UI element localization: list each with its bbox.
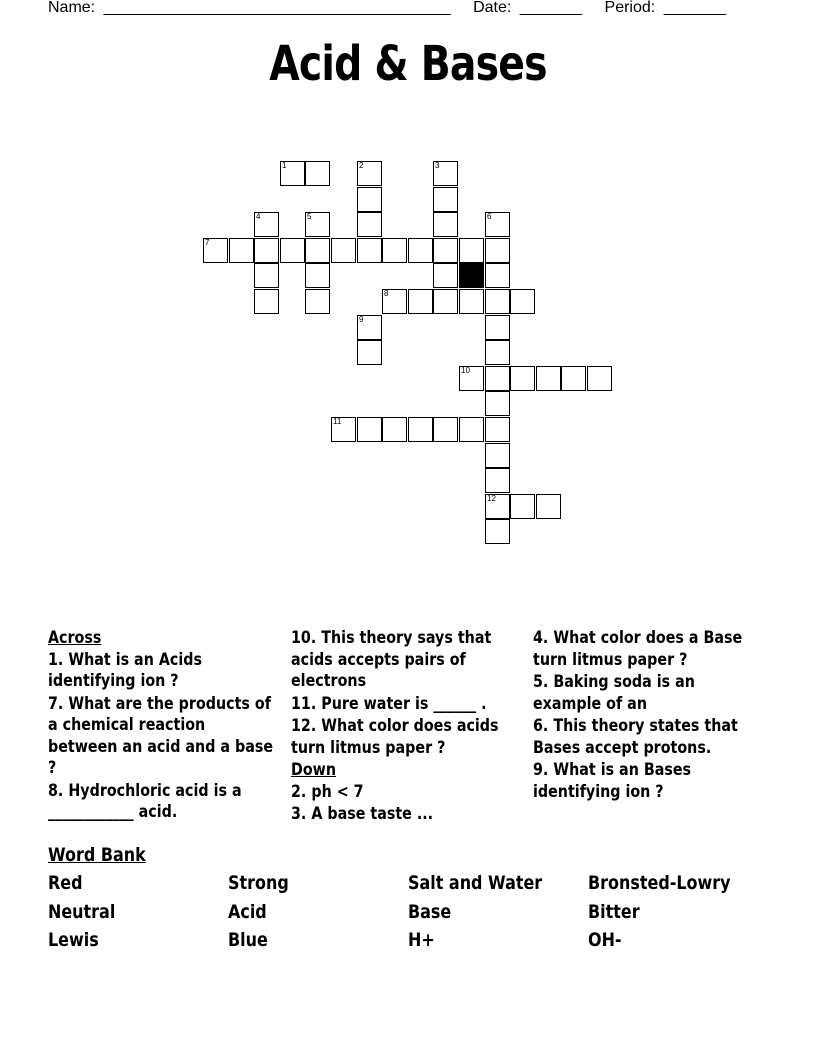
clue-across-7	[48, 694, 275, 780]
crossword-cell[interactable]	[485, 366, 510, 391]
clue-across-1	[48, 650, 275, 693]
date-field[interactable]: _______	[519, 0, 583, 16]
crossword-cell[interactable]	[485, 443, 510, 468]
down-heading: Down	[291, 760, 337, 780]
name-field[interactable]: _______________________________________	[103, 0, 451, 16]
word-bank-item: Acid	[228, 901, 267, 923]
across-heading: Across	[48, 628, 102, 648]
clue-text: This theory says that acids accepts pairs of electrons	[291, 628, 492, 691]
crossword-cell[interactable]	[280, 238, 305, 263]
crossword-cell[interactable]	[536, 366, 561, 391]
cell-number: 9	[359, 315, 364, 324]
cell-number: 3	[435, 161, 440, 170]
clue-number: 1.	[48, 649, 64, 670]
word-bank-item: Lewis	[48, 929, 99, 951]
crossword-cell[interactable]	[280, 161, 305, 186]
clue-down-3	[291, 804, 518, 826]
crossword-cell[interactable]	[433, 161, 458, 186]
clue-number: 9.	[533, 760, 549, 780]
clue-text: What are the products of a chemical reaction between an acid and a base ?	[48, 693, 274, 778]
crossword-cell[interactable]	[433, 263, 458, 288]
clue-number: 5.	[533, 672, 549, 692]
crossword-cell[interactable]	[485, 315, 510, 340]
clue-down-4	[533, 628, 753, 671]
clues-column-2	[291, 628, 518, 827]
cell-number: 10	[461, 366, 470, 375]
crossword-cell[interactable]	[510, 366, 535, 391]
crossword-cell[interactable]	[305, 238, 330, 263]
word-bank-item: OH-	[588, 929, 622, 951]
crossword-cell[interactable]	[459, 289, 484, 314]
crossword-cell[interactable]	[485, 289, 510, 314]
crossword-cell[interactable]	[254, 289, 279, 314]
crossword-cell[interactable]	[561, 366, 586, 391]
clue-text: Baking soda is an example of an	[533, 672, 695, 714]
clue-down-2	[291, 782, 518, 804]
clue-text: What color does acids turn litmus paper ?	[291, 716, 499, 758]
crossword-cell[interactable]	[357, 212, 382, 237]
crossword-cell[interactable]	[229, 238, 254, 263]
clue-number: 3.	[291, 804, 307, 824]
cell-number: 1	[282, 161, 287, 170]
crossword-cell[interactable]	[485, 494, 510, 519]
clue-down-6	[533, 716, 753, 759]
crossword-cell[interactable]	[433, 289, 458, 314]
crossword-cell[interactable]	[459, 366, 484, 391]
clue-text: What color does a Base turn litmus paper ?	[533, 628, 743, 670]
cell-number: 8	[384, 289, 389, 298]
crossword-cell[interactable]	[357, 340, 382, 365]
word-bank-item: Bitter	[588, 901, 640, 923]
crossword-cell[interactable]	[408, 417, 433, 442]
word-bank-item: Salt and Water	[408, 872, 543, 894]
crossword-cell[interactable]	[485, 212, 510, 237]
clue-down-9	[533, 760, 753, 803]
worksheet-title: Acid & Bases	[269, 36, 547, 92]
crossword-cell[interactable]	[382, 289, 407, 314]
word-bank-item: H+	[408, 929, 435, 951]
clue-text: This theory states that Bases accept protons.	[533, 716, 738, 758]
clue-number: 7.	[48, 693, 64, 714]
crossword-cell[interactable]	[357, 238, 382, 263]
crossword-cell[interactable]	[485, 417, 510, 442]
crossword-cell[interactable]	[382, 417, 407, 442]
crossword-cell[interactable]	[382, 238, 407, 263]
crossword-cell[interactable]	[331, 417, 356, 442]
clue-number: 10.	[291, 628, 317, 648]
word-bank-item: Red	[48, 872, 83, 894]
crossword-cell[interactable]	[254, 212, 279, 237]
cell-number: 2	[359, 161, 364, 170]
crossword-cell[interactable]	[357, 187, 382, 212]
crossword-cell[interactable]	[536, 494, 561, 519]
crossword-cell[interactable]	[485, 391, 510, 416]
clue-text: A base taste ...	[311, 804, 434, 824]
clue-text: Hydrochloric acid is a ____________ acid.	[48, 780, 242, 822]
crossword-cell[interactable]	[433, 212, 458, 237]
word-bank-item: Base	[408, 901, 452, 923]
period-field[interactable]: _______	[663, 0, 726, 16]
word-bank-title: Word Bank	[48, 844, 146, 866]
word-bank-item: Neutral	[48, 901, 116, 923]
clue-number: 4.	[533, 628, 549, 648]
date-label: Date:	[473, 0, 512, 16]
crossword-cell[interactable]	[459, 238, 484, 263]
cell-number: 4	[256, 212, 261, 221]
crossword-cell[interactable]	[357, 417, 382, 442]
crossword-cell[interactable]	[305, 289, 330, 314]
period-label: Period:	[604, 0, 656, 16]
crossword-cell[interactable]	[485, 263, 510, 288]
crossword-cell[interactable]	[254, 238, 279, 263]
crossword-cell[interactable]	[485, 238, 510, 263]
name-label: Name:	[48, 0, 96, 16]
clue-number: 12.	[291, 716, 317, 736]
blocked-cell	[459, 263, 484, 288]
clues-column-3	[533, 628, 753, 804]
crossword-cell[interactable]	[408, 289, 433, 314]
clue-down-5	[533, 672, 753, 715]
crossword-cell[interactable]	[331, 238, 356, 263]
crossword-cell[interactable]	[510, 494, 535, 519]
clue-number: 11.	[291, 693, 317, 714]
crossword-cell[interactable]	[357, 161, 382, 186]
word-bank-item: Strong	[228, 872, 289, 894]
crossword-cell[interactable]	[408, 238, 433, 263]
clue-text: ph < 7	[311, 781, 364, 802]
crossword-cell[interactable]	[305, 161, 330, 186]
crossword-cell[interactable]	[203, 238, 228, 263]
cell-number: 5	[307, 212, 312, 221]
crossword-cell[interactable]	[433, 187, 458, 212]
clue-number: 2.	[291, 781, 307, 802]
clue-across-8	[48, 781, 275, 824]
crossword-cell[interactable]	[485, 340, 510, 365]
cell-number: 12	[487, 494, 496, 503]
cell-number: 7	[205, 238, 210, 247]
crossword-cell[interactable]	[357, 315, 382, 340]
crossword-cell[interactable]	[510, 289, 535, 314]
clue-text: What is an Bases identifying ion ?	[533, 760, 692, 802]
cell-number: 11	[333, 417, 342, 426]
clue-across-11	[291, 694, 518, 716]
clue-number: 8.	[48, 780, 64, 801]
crossword-cell[interactable]	[459, 417, 484, 442]
crossword-cell[interactable]	[587, 366, 612, 391]
crossword-cell[interactable]	[254, 263, 279, 288]
crossword-cell[interactable]	[433, 417, 458, 442]
clues-column-1	[48, 628, 275, 825]
clue-number: 6.	[533, 716, 549, 736]
crossword-cell[interactable]	[305, 212, 330, 237]
crossword-cell[interactable]	[433, 238, 458, 263]
clue-across-10	[291, 628, 518, 693]
word-bank-item: Bronsted-Lowry	[588, 872, 731, 894]
clue-text: Pure water is ______ .	[321, 693, 487, 714]
cell-number: 6	[487, 212, 492, 221]
crossword-cell[interactable]	[485, 468, 510, 493]
crossword-cell[interactable]	[485, 519, 510, 544]
clue-across-12	[291, 716, 518, 759]
word-bank-item: Blue	[228, 929, 268, 951]
clue-text: What is an Acids identifying ion ?	[48, 649, 202, 691]
crossword-cell[interactable]	[305, 263, 330, 288]
